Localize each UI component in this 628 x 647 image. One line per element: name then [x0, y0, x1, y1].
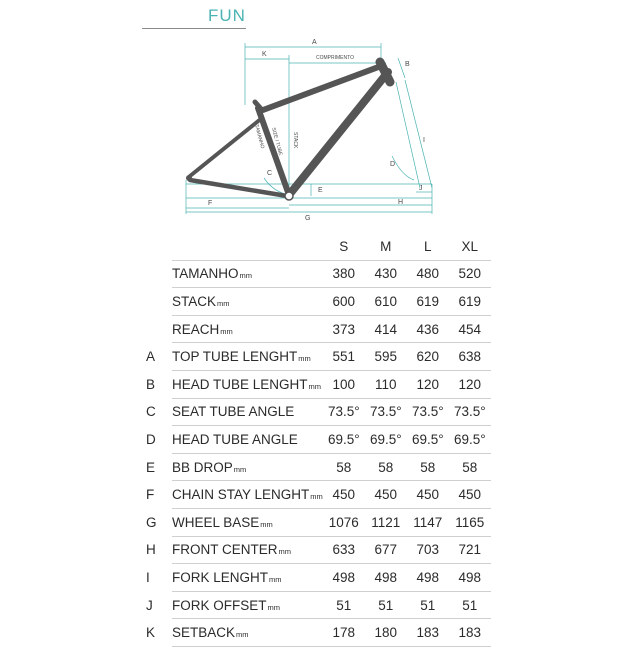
- row-unit: mm: [267, 602, 280, 612]
- row-letter: C: [146, 404, 156, 420]
- row-value-xl: 498: [449, 564, 491, 592]
- row-value-xl: 69.5°: [449, 426, 491, 454]
- row-value-xl: 520: [449, 260, 491, 288]
- row-value-l: 1147: [407, 508, 449, 536]
- table-row: [146, 508, 491, 536]
- row-value-l: 58: [407, 453, 449, 481]
- row-value-l: 619: [407, 288, 449, 316]
- row-letter: I: [146, 569, 150, 585]
- row-letter: E: [146, 459, 156, 475]
- label-D: D: [390, 161, 396, 168]
- row-name-cell: [172, 508, 323, 536]
- row-name-cell: [172, 398, 323, 426]
- row-name-cell: [172, 315, 323, 343]
- row-value-s: 178: [323, 619, 365, 647]
- row-unit: mm: [278, 547, 292, 557]
- row-letter: A: [146, 349, 156, 365]
- row-letter: F: [146, 487, 155, 503]
- row-value-s: 600: [323, 288, 365, 316]
- row-value-xl: 454: [449, 315, 491, 343]
- row-name-cell: [172, 343, 323, 371]
- row-name: BB DROP: [172, 459, 233, 475]
- row-letter: H: [146, 542, 156, 558]
- table-row: [146, 536, 491, 564]
- row-name-cell: [172, 536, 323, 564]
- row-value-m: 430: [365, 260, 407, 288]
- row-name: CHAIN STAY LENGHT: [172, 487, 310, 503]
- row-value-m: 610: [365, 288, 407, 316]
- label-sizebar: SIZE / TUBE: [270, 126, 284, 157]
- row-value-l: 51: [407, 591, 449, 619]
- row-value-s: 100: [323, 370, 365, 398]
- row-value-l: 73.5°: [407, 398, 449, 426]
- row-value-s: 633: [323, 536, 365, 564]
- row-name: HEAD TUBE LENGHT: [172, 376, 308, 392]
- row-name-cell: [172, 370, 323, 398]
- row-name: REACH: [172, 321, 220, 337]
- row-name-cell: [172, 260, 323, 288]
- row-name-cell: [172, 564, 323, 592]
- row-name: TOP TUBE LENGHT: [172, 349, 298, 365]
- row-value-s: 51: [323, 591, 365, 619]
- row-name: FORK OFFSET: [172, 597, 267, 613]
- rear-dropout: [186, 175, 192, 181]
- dim-I-line: [405, 80, 432, 188]
- table-row: [146, 564, 491, 592]
- table-row: [146, 288, 491, 316]
- row-value-m: 677: [365, 536, 407, 564]
- geometry-diagram: [0, 0, 628, 228]
- row-value-xl: 450: [449, 481, 491, 509]
- row-unit: mm: [236, 630, 249, 640]
- row-letter: K: [146, 625, 156, 641]
- row-name: SEAT TUBE ANGLE: [172, 404, 295, 420]
- row-value-xl: 721: [449, 536, 491, 564]
- table-row: [146, 398, 491, 426]
- chain-stay: [190, 180, 287, 196]
- geometry-table-body: [146, 260, 491, 646]
- label-B: B: [405, 61, 410, 68]
- label-I: I: [423, 137, 425, 144]
- row-name-cell: [172, 453, 323, 481]
- row-value-xl: 73.5°: [449, 398, 491, 426]
- row-name: WHEEL BASE: [172, 514, 260, 530]
- row-name-cell: [172, 591, 323, 619]
- row-value-s: 73.5°: [323, 398, 365, 426]
- row-unit: mm: [260, 519, 273, 529]
- label-K: K: [262, 51, 267, 58]
- row-value-m: 414: [365, 315, 407, 343]
- label-tamanho: TAMANHO: [253, 123, 266, 150]
- row-value-xl: 638: [449, 343, 491, 371]
- row-value-m: 180: [365, 619, 407, 647]
- row-value-m: 73.5°: [365, 398, 407, 426]
- row-letter: B: [146, 376, 156, 392]
- row-name: SETBACK: [172, 625, 236, 641]
- row-unit: mm: [233, 464, 247, 474]
- row-value-s: 1076: [323, 508, 365, 536]
- size-header: S: [339, 238, 349, 254]
- row-value-l: 703: [407, 536, 449, 564]
- row-value-m: 110: [365, 370, 407, 398]
- label-C: C: [267, 170, 273, 177]
- table-row: [146, 591, 491, 619]
- row-value-m: 51: [365, 591, 407, 619]
- row-value-xl: 1165: [449, 508, 491, 536]
- row-unit: mm: [220, 326, 233, 336]
- table-row: [146, 619, 491, 647]
- row-unit: mm: [269, 574, 282, 584]
- row-value-s: 551: [323, 343, 365, 371]
- row-name: FRONT CENTER: [172, 542, 278, 558]
- label-A: A: [312, 39, 317, 46]
- row-unit: mm: [217, 298, 230, 308]
- size-header-row: [146, 233, 491, 260]
- row-value-xl: 619: [449, 288, 491, 316]
- row-value-s: 498: [323, 564, 365, 592]
- row-name: HEAD TUBE ANGLE: [172, 431, 298, 447]
- label-stack: STACK: [292, 132, 298, 149]
- row-value-m: 58: [365, 453, 407, 481]
- table-row: [146, 481, 491, 509]
- row-name-cell: [172, 481, 323, 509]
- row-name-cell: [172, 426, 323, 454]
- dim-D-arc: [392, 156, 414, 180]
- row-value-s: 58: [323, 453, 365, 481]
- row-value-l: 620: [407, 343, 449, 371]
- bottom-bracket: [285, 192, 293, 200]
- row-unit: mm: [298, 354, 311, 364]
- size-header: XL: [461, 238, 479, 254]
- row-unit: mm: [239, 271, 252, 281]
- row-value-l: 69.5°: [407, 426, 449, 454]
- label-G: G: [305, 215, 311, 222]
- label-comprimento: COMPRIMENTO: [316, 55, 354, 61]
- size-header: M: [380, 238, 392, 254]
- label-E: E: [318, 187, 323, 194]
- dim-B-line: [398, 58, 405, 78]
- row-name: TAMANHO: [172, 266, 239, 282]
- row-letter: J: [146, 597, 153, 613]
- row-value-l: 498: [407, 564, 449, 592]
- row-letter: [146, 260, 172, 288]
- row-unit: mm: [308, 381, 322, 391]
- row-value-s: 69.5°: [323, 426, 365, 454]
- label-H: H: [398, 199, 404, 206]
- geometry-table: [146, 233, 491, 647]
- table-row: [146, 370, 491, 398]
- row-value-xl: 120: [449, 370, 491, 398]
- row-value-s: 380: [323, 260, 365, 288]
- row-unit: mm: [310, 492, 323, 502]
- row-value-m: 450: [365, 481, 407, 509]
- row-name: STACK: [172, 293, 217, 309]
- row-value-l: 480: [407, 260, 449, 288]
- seat-tube: [258, 108, 289, 195]
- table-row: [146, 315, 491, 343]
- size-header: L: [424, 238, 432, 254]
- table-row: [146, 260, 491, 288]
- row-value-m: 595: [365, 343, 407, 371]
- row-name-cell: [172, 619, 323, 647]
- table-row: [146, 343, 491, 371]
- row-value-l: 120: [407, 370, 449, 398]
- label-J: J: [419, 185, 423, 192]
- row-value-l: 183: [407, 619, 449, 647]
- row-letter: G: [146, 514, 157, 530]
- table-row: [146, 426, 491, 454]
- seat-stay: [190, 118, 262, 176]
- row-name-cell: [172, 288, 323, 316]
- row-value-s: 373: [323, 315, 365, 343]
- down-tube: [289, 72, 388, 195]
- row-value-s: 450: [323, 481, 365, 509]
- row-value-m: 1121: [365, 508, 407, 536]
- row-name: FORK LENGHT: [172, 569, 269, 585]
- row-value-xl: 58: [449, 453, 491, 481]
- table-row: [146, 453, 491, 481]
- row-value-m: 498: [365, 564, 407, 592]
- row-value-l: 436: [407, 315, 449, 343]
- row-value-xl: 51: [449, 591, 491, 619]
- row-value-m: 69.5°: [365, 426, 407, 454]
- row-letter: [146, 315, 172, 343]
- row-value-xl: 183: [449, 619, 491, 647]
- row-letter: [146, 288, 172, 316]
- page-title: FUN: [208, 6, 246, 25]
- label-F: F: [208, 200, 213, 207]
- row-value-l: 450: [407, 481, 449, 509]
- row-letter: D: [146, 431, 156, 447]
